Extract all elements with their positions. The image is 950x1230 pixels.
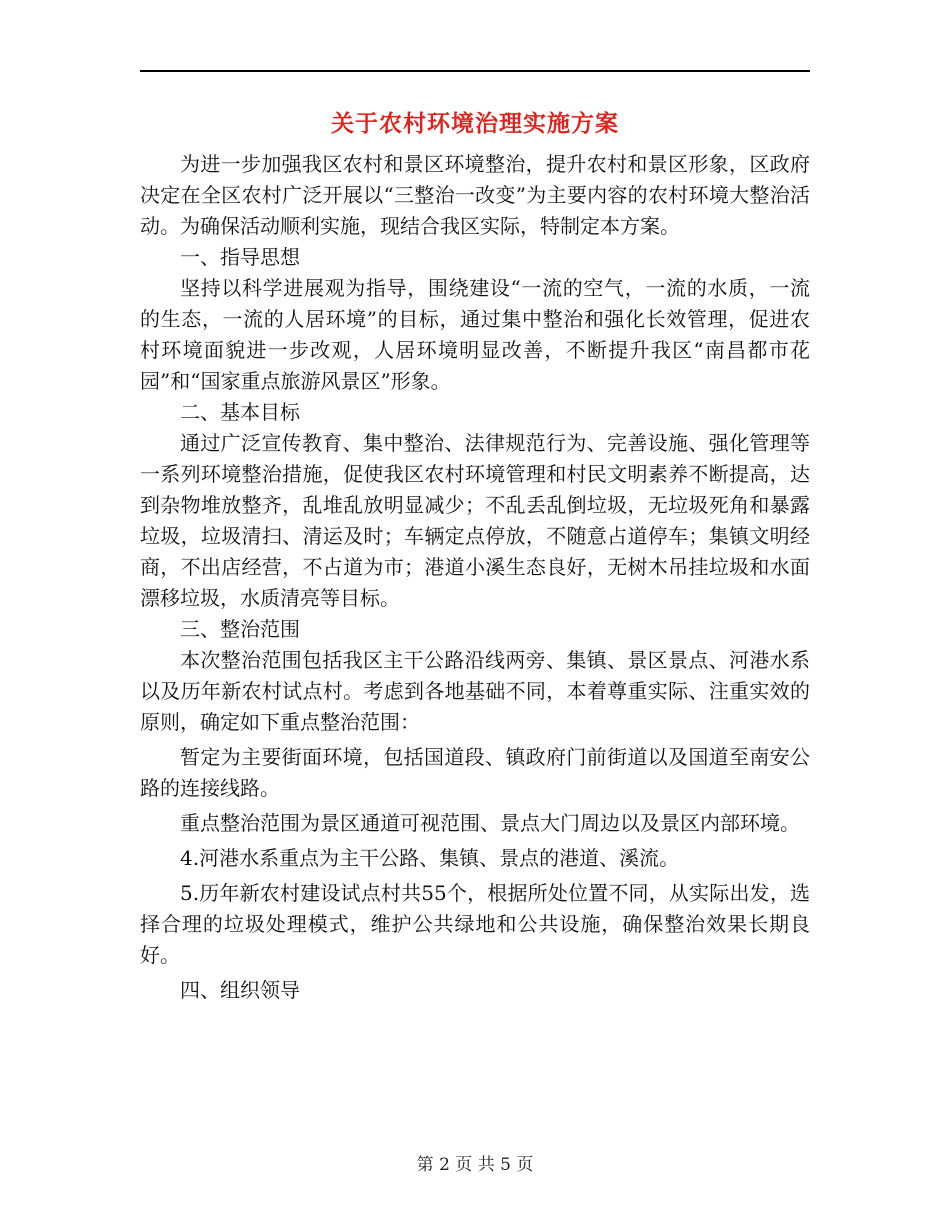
- section-heading-guiding-ideology: 一、指导思想: [180, 245, 300, 269]
- document-body: [140, 149, 810, 1006]
- basic-goals-paragraph: 通过广泛宣传教育、集中整治、法律规范行为、完善设施、强化管理等一系列环境整治措施，促使我区农村环境管理和村民文明素养不断提高，达到杂物堆放整齐，乱堆乱放明显减少；不乱丢乱倒垃圾，无垃圾死角和暴露垃圾，垃圾清扫、清运及时；车辆定点停放，不随意占道停车；集镇文明经商，不出店经营，不占道为市；港道小溪生态良好，无树木吊挂垃圾和水面漂移垃圾，水质清亮等目标。: [140, 431, 810, 610]
- scope-item-pilot-villages: 5.历年新农村建设试点村共55个，根据所处位置不同，从实际出发，选择合理的垃圾处理模式，维护公共绿地和公共设施，确保整治效果长期良好。: [140, 881, 810, 967]
- document-title: 关于农村环境治理实施方案: [331, 110, 619, 137]
- scope-item-waterways: 4.河港水系重点为主干公路、集镇、景点的港道、溪流。: [180, 846, 680, 870]
- section-heading-leadership: 四、组织领导: [180, 978, 300, 1002]
- page-number-footer: 第 2 页 共 5 页: [416, 1155, 534, 1175]
- section-heading-basic-goals: 二、基本目标: [180, 400, 300, 424]
- intro-paragraph: 为进一步加强我区农村和景区环境整治，提升农村和景区形象，区政府决定在全区农村广泛开展以“三整治一改变”为主要内容的农村环境大整治活动。为确保活动顺利实施，现结合我区实际，特制定本方案。: [140, 152, 810, 238]
- scope-item-scenic-areas: 重点整治范围为景区通道可视范围、景点大门周边以及景区内部环境。: [180, 811, 800, 835]
- scope-item-streets: 暂定为主要街面环境，包括国道段、镇政府门前街道以及国道至南安公路的连接线路。: [140, 745, 810, 800]
- scope-paragraph: 本次整治范围包括我区主干公路沿线两旁、集镇、景区景点、河港水系以及历年新农村试点村。考虑到各地基础不同，本着尊重实际、注重实效的原则，确定如下重点整治范围：: [140, 648, 810, 734]
- section-heading-scope: 三、整治范围: [180, 617, 300, 641]
- header-rule: [140, 70, 810, 72]
- guiding-ideology-paragraph: 坚持以科学进展观为指导，围绕建设“一流的空气，一流的水质，一流的生态，一流的人居环境”的目标，通过集中整治和强化长效管理，促进农村环境面貌进一步改观，人居环境明显改善，不断提升我区“南昌都市花园”和“国家重点旅游风景区”形象。: [140, 276, 810, 393]
